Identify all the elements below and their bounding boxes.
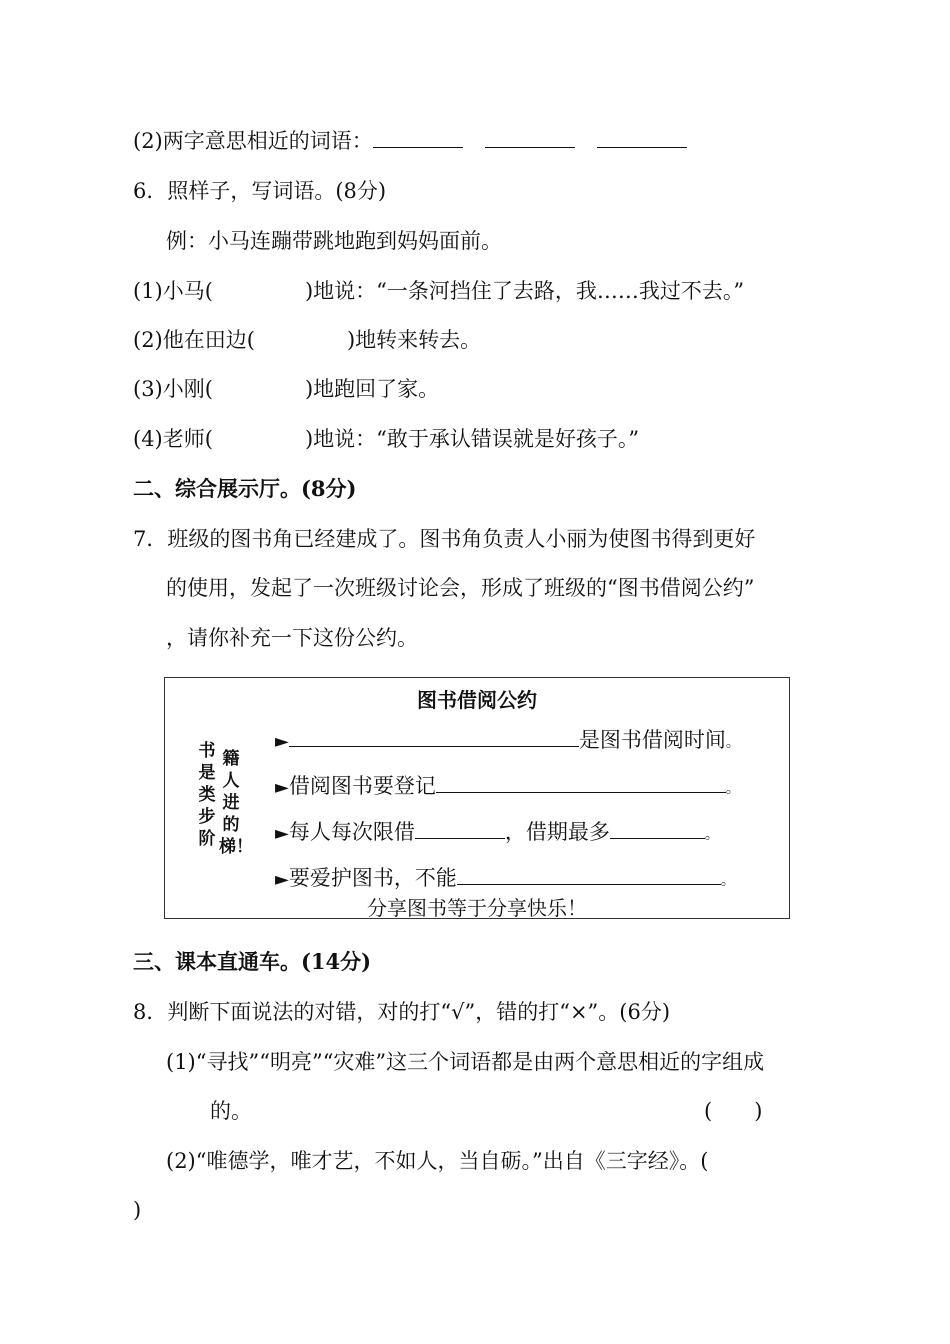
q6-item-3 <box>133 375 439 403</box>
card-item-3 <box>275 816 719 846</box>
answer-blank[interactable] <box>597 127 687 148</box>
card-item-2 <box>275 770 740 800</box>
q6-item-2 <box>133 326 481 354</box>
bullet-icon: ► <box>275 731 289 752</box>
q7-line-3: ，请你补充一下这份公约。 <box>166 626 418 650</box>
card-item-text: ，借期最多 <box>504 820 610 844</box>
section-3-title: 三、课本直通车。(14分) <box>133 949 372 974</box>
q6-example: 例：小马连蹦带跳地跑到妈妈面前。 <box>166 229 502 253</box>
answer-blank[interactable] <box>485 127 575 148</box>
card-item-text: 是图书借阅时间 <box>578 728 726 752</box>
period: 。 <box>725 735 740 751</box>
card-item-text: 借阅图书要登记 <box>288 774 436 798</box>
card-item-1 <box>275 724 740 754</box>
q6-item-4 <box>133 425 639 453</box>
q6-item-prefix: (2)他在田边( <box>133 328 255 352</box>
bullet-icon: ► <box>275 777 289 798</box>
answer-blank[interactable] <box>610 818 705 839</box>
bullet-icon: ► <box>275 823 289 844</box>
answer-blank[interactable] <box>457 864 721 885</box>
q8-title: 8．判断下面说法的对错，对的打“√”，错的打“×”。(6分) <box>133 1000 671 1024</box>
q6-item-prefix: (1)小马( <box>133 279 213 303</box>
card-motto-col-2: 籍人进的梯！ <box>219 749 253 857</box>
answer-blank[interactable] <box>415 818 505 839</box>
card-item-text: 要爱护图书，不能 <box>288 866 457 890</box>
q6-item-suffix: )地说：“敢于承认错误就是好孩子。” <box>304 427 640 451</box>
q8-item-1-line-1: (1)“寻找”“明亮”“灾难”这三个词语都是由两个意思相近的字组成 <box>166 1050 765 1074</box>
answer-blank[interactable] <box>436 772 726 793</box>
q6-item-prefix: (3)小刚( <box>133 377 213 401</box>
section-2-title: 二、综合展示厅。(8分) <box>133 476 357 501</box>
answer-blank[interactable] <box>289 726 579 747</box>
q6-item-suffix: )地说：“一条河挡住了去路，我……我过不去。” <box>304 279 745 303</box>
card-footer: 分享图书等于分享快乐！ <box>367 896 587 920</box>
q8-item-1-line-2: 的。 <box>210 1099 252 1123</box>
q5-item2 <box>133 127 687 155</box>
q6-title: 6．照样子，写词语。(8分) <box>133 179 387 203</box>
card-item-text: 每人每次限借 <box>288 820 415 844</box>
q7-line-2: 的使用，发起了一次班级讨论会，形成了班级的“图书借阅公约” <box>166 576 755 600</box>
bullet-icon: ► <box>275 869 289 890</box>
card-item-4 <box>275 862 735 892</box>
answer-blank[interactable] <box>373 127 463 148</box>
q8-item-1-answer[interactable]: ( ) <box>704 1099 763 1123</box>
q8-item-2-line-1: (2)“唯德学，唯才艺，不如人，当自砺。”出自《三字经》。( <box>166 1149 709 1173</box>
period: 。 <box>725 781 740 797</box>
period: 。 <box>720 873 735 889</box>
q6-item-1 <box>133 277 744 305</box>
q6-item-prefix: (4)老师( <box>133 427 213 451</box>
card-title: 图书借阅公约 <box>417 688 537 712</box>
q7-line-1: 7．班级的图书角已经建成了。图书角负责人小丽为使图书得到更好 <box>133 527 756 551</box>
q5-item2-text: (2)两字意思相近的词语： <box>133 129 373 153</box>
period: 。 <box>704 827 719 843</box>
card-motto-col-1: 书是类步阶 <box>198 741 216 849</box>
lending-convention-card <box>164 677 790 919</box>
q6-item-suffix: )地跑回了家。 <box>304 377 440 401</box>
q8-item-2-line-2[interactable]: ) <box>133 1198 142 1222</box>
q6-item-suffix: )地转来转去。 <box>346 328 482 352</box>
